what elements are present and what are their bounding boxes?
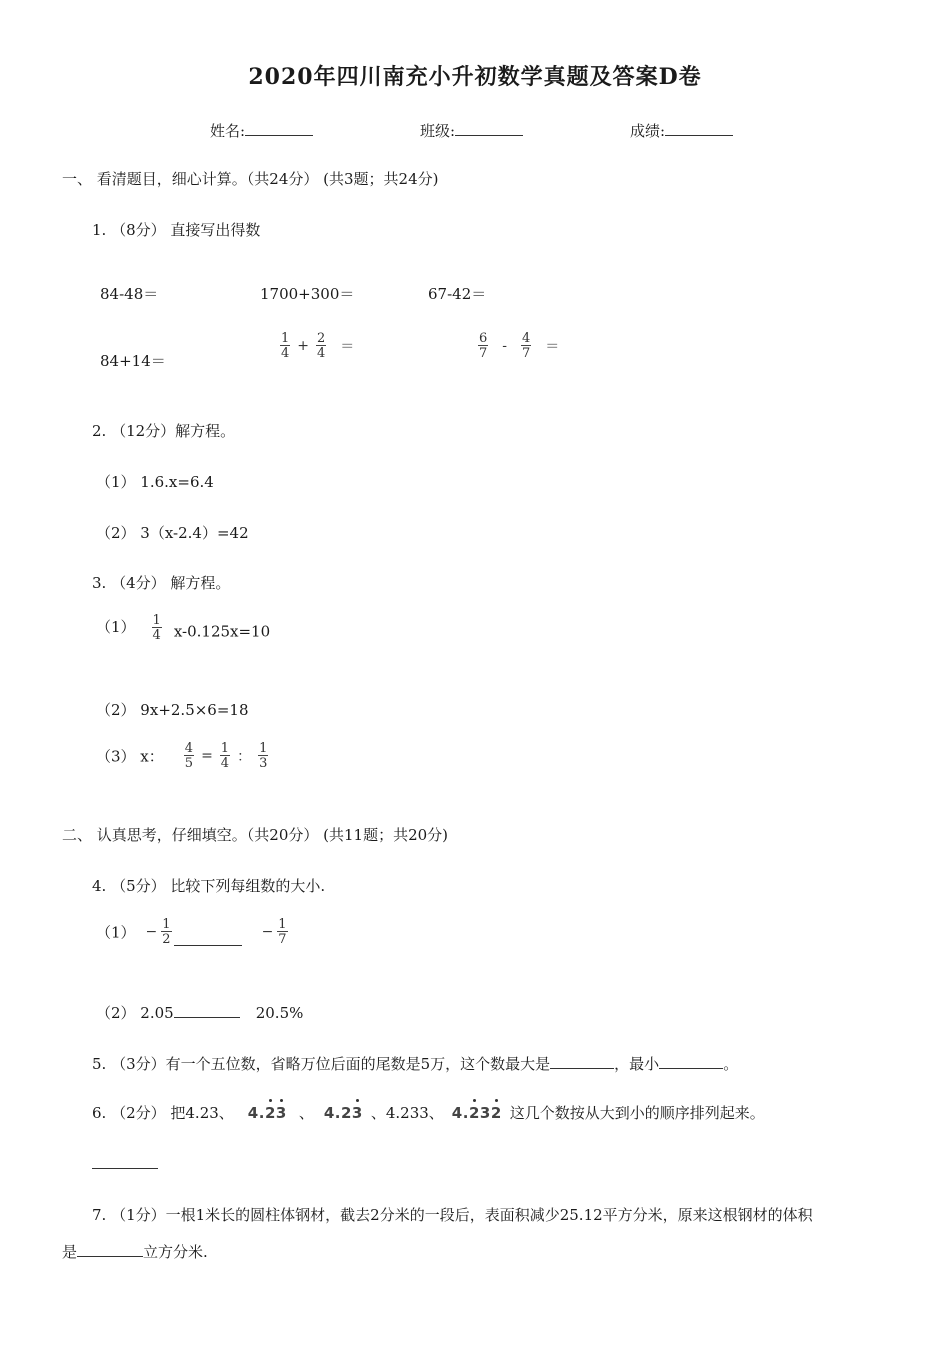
- score-blank[interactable]: [665, 121, 733, 136]
- q4-stem: 4. （5分） 比较下列每组数的大小.: [92, 877, 326, 895]
- page-title: 2020年四川南充小升初数学真题及答案D卷: [248, 64, 702, 90]
- q3-part-3: （3） x： $\frac{4}{5}$ = $\frac{1}{4}$ ： $\frac{1}{3}$: [96, 741, 268, 771]
- section1-heading: 一、 看清题目，细心计算。（共24分） (共3题；共24分): [62, 170, 439, 188]
- q4-answer-blank-2[interactable]: [174, 1003, 240, 1018]
- q4-part-1: （1） − $\frac{1}{2}$ − $\frac{1}{7}$: [96, 917, 287, 947]
- q7-line-2: 是 立方分米.: [62, 1243, 208, 1261]
- q7-answer-blank[interactable]: [77, 1242, 143, 1257]
- score-field: [630, 120, 733, 141]
- section2-heading: 二、 认真思考，仔细填空。（共20分） (共11题；共20分): [62, 826, 449, 844]
- fraction: $\frac{1}{2}$: [162, 917, 171, 947]
- q1-item-4: 84+14＝: [100, 352, 166, 370]
- score-label: 成绩:: [630, 122, 666, 140]
- name-blank[interactable]: [245, 121, 313, 136]
- q1-stem: 1. （8分） 直接写出得数: [92, 221, 261, 239]
- name-field: [210, 120, 313, 141]
- q3-part-2: （2） 9x+2.5×6=18: [96, 701, 249, 719]
- q5: 5. （3分）有一个五位数，省略万位后面的尾数是5万，这个数最大是 ，最小 。: [92, 1055, 739, 1073]
- q7-line-1: 7. （1分）一根1米长的圆柱体钢材，截去2分米的一段后，表面积减少25.12平方分米，原来这根钢材的体积: [92, 1206, 813, 1224]
- q3-part-1: （1） $\frac{1}{4}$ x-0.125x=10: [96, 613, 271, 643]
- class-field: [420, 120, 523, 141]
- q3-stem: 3. （4分） 解方程。: [92, 574, 231, 592]
- repeating-decimal-3: 4. 23 2: [452, 1104, 502, 1122]
- q1-item-1: 84-48＝: [100, 285, 159, 303]
- q2-stem: 2. （12分）解方程。: [92, 422, 236, 440]
- repeating-decimal-2: 4.2 3: [324, 1104, 363, 1122]
- class-label: 班级:: [420, 122, 456, 140]
- fraction: $\frac{4}{5}$: [184, 741, 194, 771]
- q5-answer-blank-max[interactable]: [550, 1054, 614, 1069]
- repeating-decimal-1: 4. 2 3: [248, 1104, 287, 1122]
- fraction: $\frac{1}{4}$: [220, 741, 230, 771]
- q6-answer-blank[interactable]: [92, 1154, 158, 1173]
- name-label: 姓名:: [210, 122, 246, 140]
- q4-answer-blank-1[interactable]: [174, 931, 242, 946]
- q5-answer-blank-min[interactable]: [659, 1054, 723, 1069]
- fraction: $\frac{2}{4}$: [317, 331, 326, 361]
- fraction: $\frac{1}{3}$: [259, 741, 268, 771]
- q6: 6. （2分） 把4.23、 4. 2 3 、 4.2 3 、4.233、 4. 23 2 这几个数按从大到小的顺序排列起来。: [92, 1102, 765, 1123]
- q1-item-3: 67-42＝: [428, 285, 487, 303]
- class-blank[interactable]: [455, 121, 523, 136]
- q1-fraction-expression-1: $\frac{1}{4}$ + $\frac{2}{4}$ ＝: [281, 331, 355, 361]
- q2-part-2: （2） 3（x-2.4）=42: [96, 524, 249, 542]
- q2-part-1: （1） 1.6.x=6.4: [96, 473, 214, 491]
- q1-fraction-expression-2: $\frac{6}{7}$ - $\frac{4}{7}$ ＝: [479, 331, 560, 361]
- fraction: $\frac{6}{7}$: [479, 331, 488, 361]
- fraction: $\frac{1}{4}$: [152, 613, 161, 643]
- q1-item-2: 1700+300＝: [260, 285, 355, 303]
- fraction: $\frac{4}{7}$: [522, 331, 531, 361]
- fraction: $\frac{1}{7}$: [278, 917, 287, 947]
- q4-part-2: （2） 2.05 20.5%: [96, 1004, 304, 1022]
- fraction: $\frac{1}{4}$: [281, 331, 290, 361]
